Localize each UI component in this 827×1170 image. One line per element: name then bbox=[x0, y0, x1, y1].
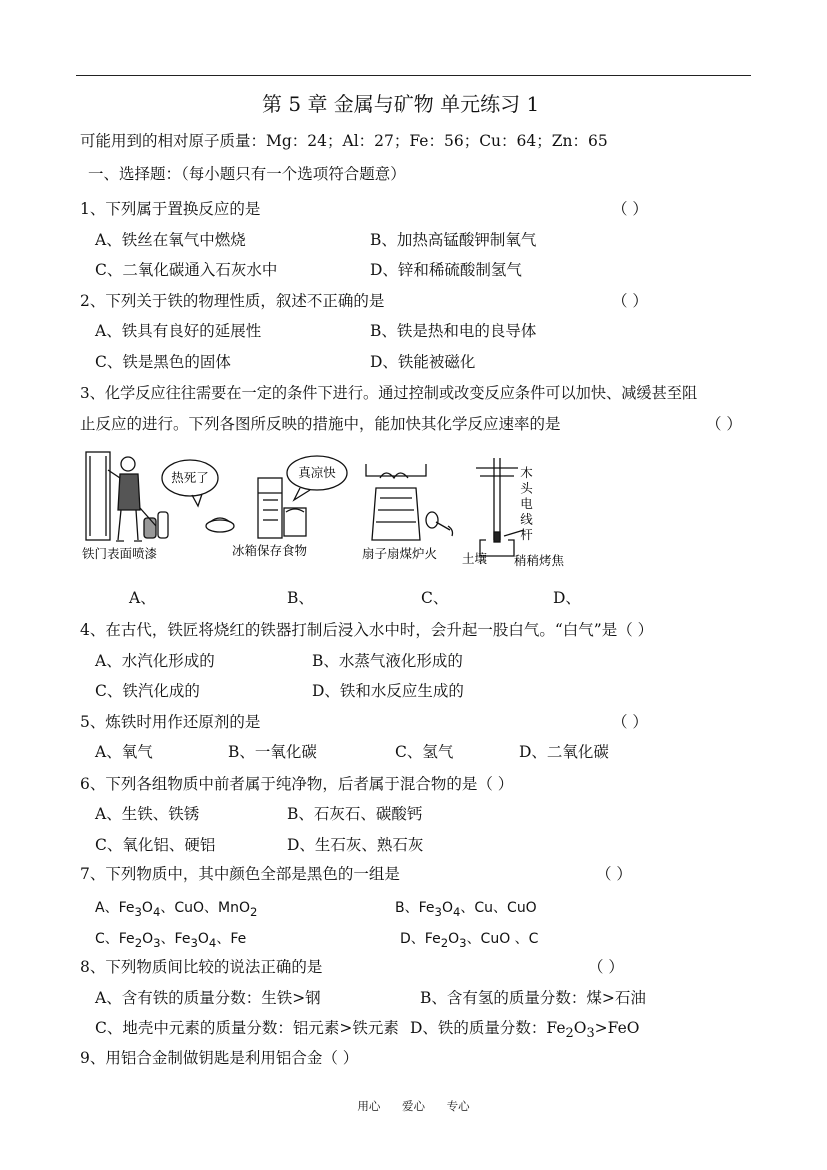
q7-option-a: A、$Fe_3O_4$、CuO、MnO$_2$ bbox=[95, 900, 258, 919]
q2-option-c: C、铁是黑色的固体 bbox=[95, 353, 231, 371]
caption-d-charred: 稍稍烤焦 bbox=[514, 553, 565, 568]
q5-answer-paren: （ ） bbox=[612, 713, 648, 731]
q7-option-d: D、$Fe_2O_3$、CuO 、C bbox=[400, 931, 539, 950]
atomic-masses: 可能用到的相对原子质量：Mg：24；Al：27；Fe：56；Cu：64；Zn：65 bbox=[80, 132, 608, 150]
section-heading: 一、选择题：（每小题只有一个选项符合题意） bbox=[88, 165, 406, 183]
page-title: 第 5 章 金属与矿物 单元练习 1 bbox=[262, 92, 540, 116]
header-rule bbox=[76, 75, 751, 76]
pole-label: 木头电线杆 bbox=[518, 466, 534, 544]
q4-option-d: D、铁和水反应生成的 bbox=[312, 682, 464, 700]
q3-stem-line1: 3、化学反应往往需要在一定的条件下进行。通过控制或改变反应条件可以加快、减缓甚至阻 bbox=[80, 384, 698, 402]
q2-option-b: B、铁是热和电的良导体 bbox=[370, 322, 537, 340]
q5-option-c: C、氢气 bbox=[395, 743, 454, 761]
q4-option-b: B、水蒸气液化形成的 bbox=[312, 652, 463, 670]
page-footer bbox=[0, 1098, 827, 1114]
q2-answer-paren: （ ） bbox=[612, 292, 648, 310]
q8-option-a: A、含有铁的质量分数：生铁>钢 bbox=[95, 989, 321, 1007]
q1-option-d: D、锌和稀硫酸制氢气 bbox=[370, 261, 522, 279]
q3-stem-line2: 止反应的进行。下列各图所反映的措施中，能加快其化学反应速率的是 bbox=[80, 415, 561, 433]
q8-answer-paren: （ ） bbox=[588, 958, 624, 976]
q5-option-a: A、氧气 bbox=[95, 743, 153, 761]
caption-c: 扇子扇煤炉火 bbox=[362, 546, 438, 561]
q5-option-b: B、一氧化碳 bbox=[228, 743, 317, 761]
q8-option-b: B、含有氢的质量分数：煤>石油 bbox=[420, 989, 646, 1007]
q7-option-c: C、$Fe_2O_3$、$Fe_3O_4$、Fe bbox=[95, 931, 247, 950]
q1-answer-paren: （ ） bbox=[612, 200, 648, 218]
q2-stem: 2、下列关于铁的物理性质，叙述不正确的是 bbox=[80, 292, 385, 310]
q3-option-a: A、 bbox=[129, 589, 156, 607]
bubble-cool-text: 真凉快 bbox=[298, 465, 336, 480]
q3-answer-paren: （ ） bbox=[706, 415, 742, 433]
q2-option-d: D、铁能被磁化 bbox=[370, 353, 476, 371]
q2-option-a: A、铁具有良好的延展性 bbox=[95, 322, 262, 340]
wooden-pole-illustration bbox=[476, 458, 524, 556]
caption-d-soil: 土壤 bbox=[462, 551, 488, 566]
q4-option-a: A、水汽化形成的 bbox=[95, 652, 215, 670]
q3-figure bbox=[80, 448, 580, 573]
q3-option-d: D、 bbox=[553, 589, 581, 607]
q1-option-a: A、铁丝在氧气中燃烧 bbox=[95, 231, 246, 249]
q3-option-c: C、 bbox=[421, 589, 449, 607]
q6-option-b: B、石灰石、碳酸钙 bbox=[287, 805, 423, 823]
q9-stem: 9、用铝合金制做钥匙是利用铝合金（ ） bbox=[80, 1049, 359, 1067]
q6-option-a: A、生铁、铁锈 bbox=[95, 805, 200, 823]
iron-door-painting-illustration bbox=[86, 452, 168, 541]
q7-option-b: B、$Fe_3O_4$、Cu、CuO bbox=[395, 900, 537, 919]
q1-option-b: B、加热高锰酸钾制氧气 bbox=[370, 231, 537, 249]
q1-option-c: C、二氧化碳通入石灰水中 bbox=[95, 261, 278, 279]
footer-word-2: 爱心 bbox=[402, 1099, 425, 1113]
q8-option-d: D、铁的质量分数：$Fe_2O_3>FeO$ bbox=[410, 1019, 640, 1042]
bubble-hot-text: 热死了 bbox=[171, 470, 209, 485]
q4-stem: 4、在古代，铁匠将烧红的铁器打制后浸入水中时，会升起一股白气。“白气”是（ ） bbox=[80, 621, 654, 639]
caption-b: 冰箱保存食物 bbox=[232, 543, 308, 558]
caption-a: 铁门表面喷漆 bbox=[82, 546, 158, 561]
q5-stem: 5、炼铁时用作还原剂的是 bbox=[80, 713, 261, 731]
footer-word-1: 用心 bbox=[357, 1099, 381, 1113]
q6-option-c: C、氧化铝、硬铝 bbox=[95, 836, 216, 854]
coal-stove-illustration bbox=[366, 464, 453, 540]
q6-option-d: D、生石灰、熟石灰 bbox=[287, 836, 424, 854]
q8-option-c: C、地壳中元素的质量分数：铝元素>铁元素 bbox=[95, 1019, 399, 1037]
q3-option-b: B、 bbox=[287, 589, 314, 607]
q6-stem: 6、下列各组物质中前者属于纯净物，后者属于混合物的是（ ） bbox=[80, 775, 514, 793]
q1-stem: 1、下列属于置换反应的是 bbox=[80, 200, 261, 218]
q8-stem: 8、下列物质间比较的说法正确的是 bbox=[80, 958, 323, 976]
q7-answer-paren: （ ） bbox=[596, 865, 632, 883]
q5-option-d: D、二氧化碳 bbox=[519, 743, 609, 761]
q7-stem: 7、下列物质中，其中颜色全部是黑色的一组是 bbox=[80, 865, 400, 883]
footer-word-3: 专心 bbox=[446, 1099, 470, 1113]
q4-option-c: C、铁汽化成的 bbox=[95, 682, 200, 700]
